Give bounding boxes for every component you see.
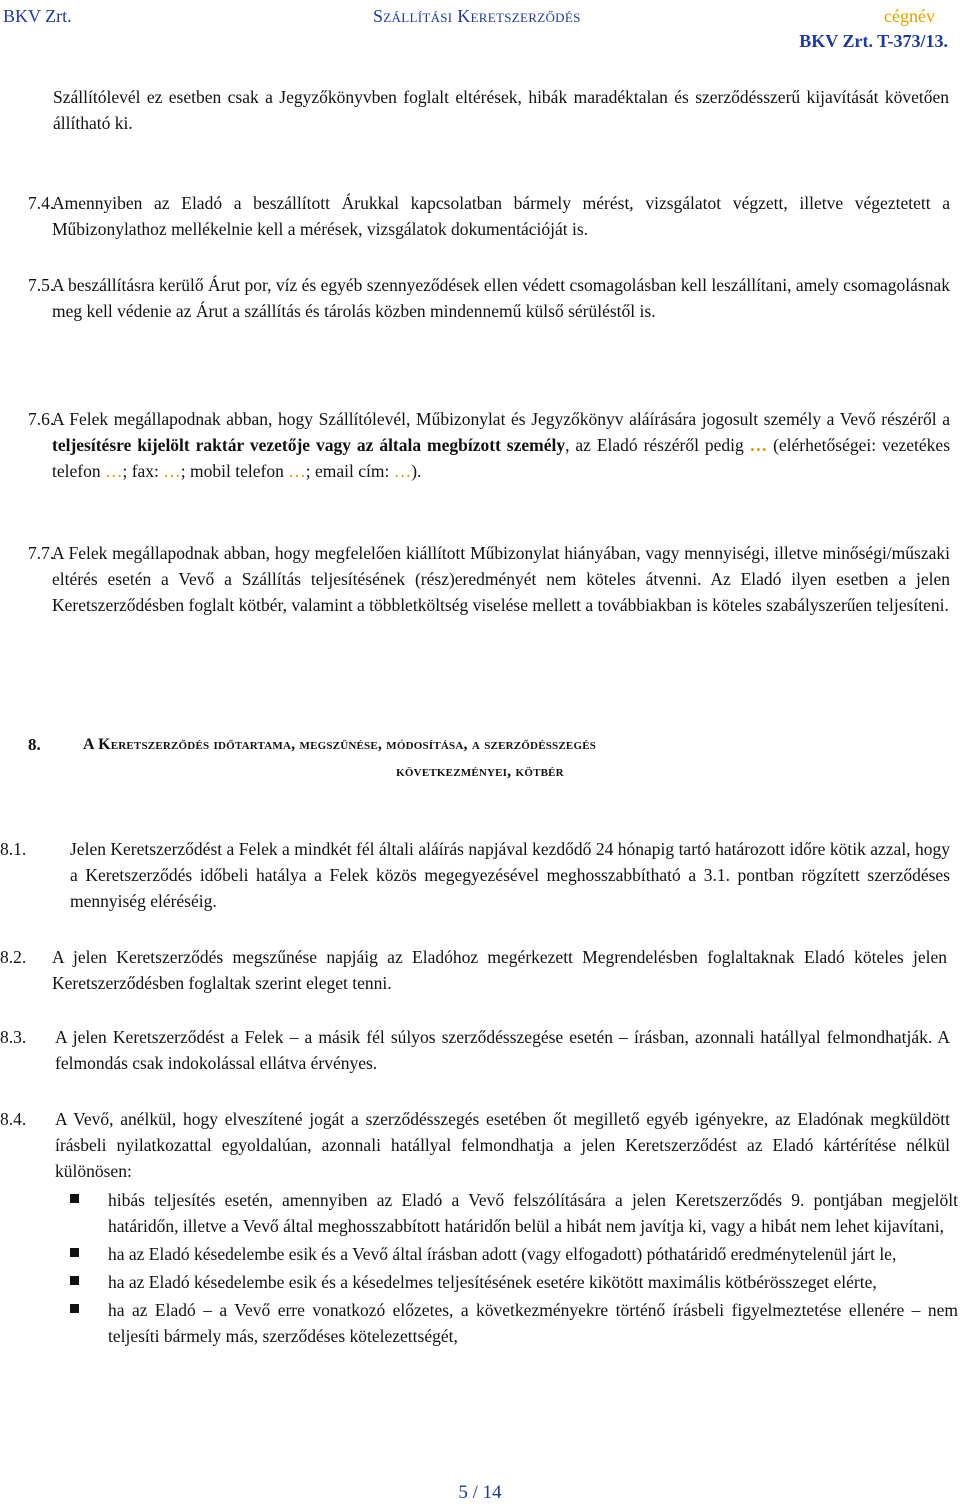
section-text: ).	[411, 461, 422, 481]
section-7-7	[28, 540, 950, 618]
section-text: A Vevő, anélkül, hogy elveszítené jogát a szerződésszegés esetében őt megillető egyéb igényekre, az Eladónak megküldött írásbeli nyilatkozattal egyoldalúan, azonnali hatállyal felmondhatja a jelen Keretszerződést az Eladó kártérítése nélkül különösen:	[55, 1109, 950, 1181]
section-number: 8.1.	[0, 839, 27, 859]
heading-title-line-2: következményei, kötbér	[396, 763, 564, 780]
list-item	[70, 1297, 958, 1349]
section-text: (elérhetőségei: vezetékes telefon	[52, 435, 951, 481]
heading-number: 8.	[28, 735, 41, 754]
section-text: Jelen Keretszerződést a Felek a mindkét fél általi aláírás napjával kezdődő 24 hónapig tartó határozott időre kötik azzal, hogy a Keretszerződés időbeli hatálya a Felek közös megegyezésével meghosszabbítható a 3.1. pontban rögzített szerződéses mennyiség eléréséig.	[70, 839, 950, 911]
section-7-6	[28, 406, 950, 484]
heading-title-line-1: A Keretszerződés időtartama, megszűnése, módosítása, a szerződésszegés	[83, 736, 597, 753]
list-item	[70, 1241, 958, 1267]
section-8-3	[0, 1024, 950, 1076]
bullet-square-icon	[70, 1304, 79, 1313]
section-text: ; mobil telefon	[180, 461, 289, 481]
section-text: A beszállításra kerülő Árut por, víz és egyéb szennyeződések ellen védett csomagolásban kell leszállítani, amely csomagolásnak meg kell védenie az Árut a szállítás és tárolás közben mindennemű külső sérüléstől is.	[52, 275, 950, 321]
section-number: 8.3.	[0, 1027, 27, 1047]
placeholder-ellipsis: …	[288, 461, 306, 481]
list-item	[70, 1269, 958, 1295]
list-item-text: ha az Eladó késedelembe esik és a késedelmes teljesítésének esetére kikötött maximális kötbérösszeget elérte,	[108, 1272, 877, 1292]
section-number: 7.6.	[28, 409, 55, 429]
section-8-2	[0, 944, 947, 996]
section-text: , az Eladó részéről pedig	[565, 435, 750, 455]
section-8-4	[0, 1106, 950, 1184]
bullet-square-icon	[70, 1194, 79, 1203]
list-item-text: ha az Eladó késedelembe esik és a Vevő által írásban adott (vagy elfogadott) póthatáridő eredménytelenül járt le,	[108, 1244, 897, 1264]
list-item	[70, 1187, 958, 1239]
header-reference-number: BKV Zrt. T-373/13.	[799, 31, 948, 51]
section-number: 7.4.	[28, 193, 55, 213]
list-item-text: ha az Eladó – a Vevő erre vonatkozó előzetes, a következményekre történő írásbeli figyelmeztetése ellenére – nem teljesíti bármely más, szerződéses kötelezettségét,	[108, 1300, 958, 1346]
header-document-type: Szállítási Keretszerződés	[373, 6, 581, 26]
section-7-5	[28, 272, 950, 324]
intro-paragraph: Szállítólevél ez esetben csak a Jegyzőkönyvben foglalt eltérések, hibák maradéktalan és szerződésszerű kijavítását követően állítható ki.	[53, 87, 949, 133]
placeholder-ellipsis: …	[393, 461, 412, 481]
section-text: A Felek megállapodnak abban, hogy Szállítólevél, Műbizonylat és Jegyzőkönyv aláírására jogosult személy a Vevő részéről a	[52, 409, 950, 429]
bullet-square-icon	[70, 1248, 79, 1257]
bullet-square-icon	[70, 1276, 79, 1285]
section-text: ; fax:	[122, 461, 164, 481]
page-number: 5 / 14	[458, 1482, 502, 1503]
placeholder-ellipsis: …	[104, 461, 123, 481]
section-text: Amennyiben az Eladó a beszállított Árukkal kapcsolatban bármely mérést, vizsgálatot végzett, illetve végeztetett a Műbizonylathoz mellékelnie kell a mérések, vizsgálatok dokumentációját is.	[52, 193, 950, 239]
section-text: A jelen Keretszerződés megszűnése napjáig az Eladóhoz megérkezett Megrendelésben foglaltaknak Eladó köteles jelen Keretszerződésben foglaltak szerint eleget tenni.	[52, 947, 947, 993]
placeholder-ellipsis: …	[749, 435, 768, 455]
header-company: BKV Zrt.	[3, 6, 72, 26]
section-number: 7.7.	[28, 543, 55, 563]
section-text: A Felek megállapodnak abban, hogy megfelelően kiállított Műbizonylat hiányában, vagy mennyiségi, illetve minőségi/műszaki eltérés esetén a Vevő a Szállítás teljesítésének (rész)eredményét nem köteles átvenni. Az Eladó ilyen esetben a jelen Keretszerződésben foglalt kötbér, valamint a többletköltség viselése mellett a továbbiakban is köteles szabályszerűen teljesíteni.	[52, 543, 950, 615]
authorized-person-text: teljesítésre kijelölt raktár vezetője vagy az általa megbízott személy	[52, 435, 566, 455]
header-company-placeholder: cégnév	[884, 6, 935, 26]
placeholder-ellipsis: …	[163, 461, 181, 481]
section-number: 8.2.	[0, 947, 27, 967]
section-number: 8.4.	[0, 1109, 27, 1129]
section-7-4	[28, 190, 950, 242]
section-text: A jelen Keretszerződést a Felek – a másik fél súlyos szerződésszegése esetén – írásban, azonnali hatállyal felmondhatják. A felmondás csak indokolással ellátva érvényes.	[55, 1027, 950, 1073]
list-item-text: hibás teljesítés esetén, amennyiben az Eladó a Vevő felszólítására a jelen Keretszerződés 9. pontjában megjelölt határidőn, illetve a Vevő által meghosszabbított határidőn belül a hibát nem javítja ki, vagy a hibát nem lehet kijavítani,	[108, 1190, 958, 1236]
section-number: 7.5.	[28, 275, 55, 295]
section-8-1	[0, 836, 950, 914]
termination-conditions-list	[70, 1187, 958, 1351]
section-text: ; email cím:	[305, 461, 394, 481]
